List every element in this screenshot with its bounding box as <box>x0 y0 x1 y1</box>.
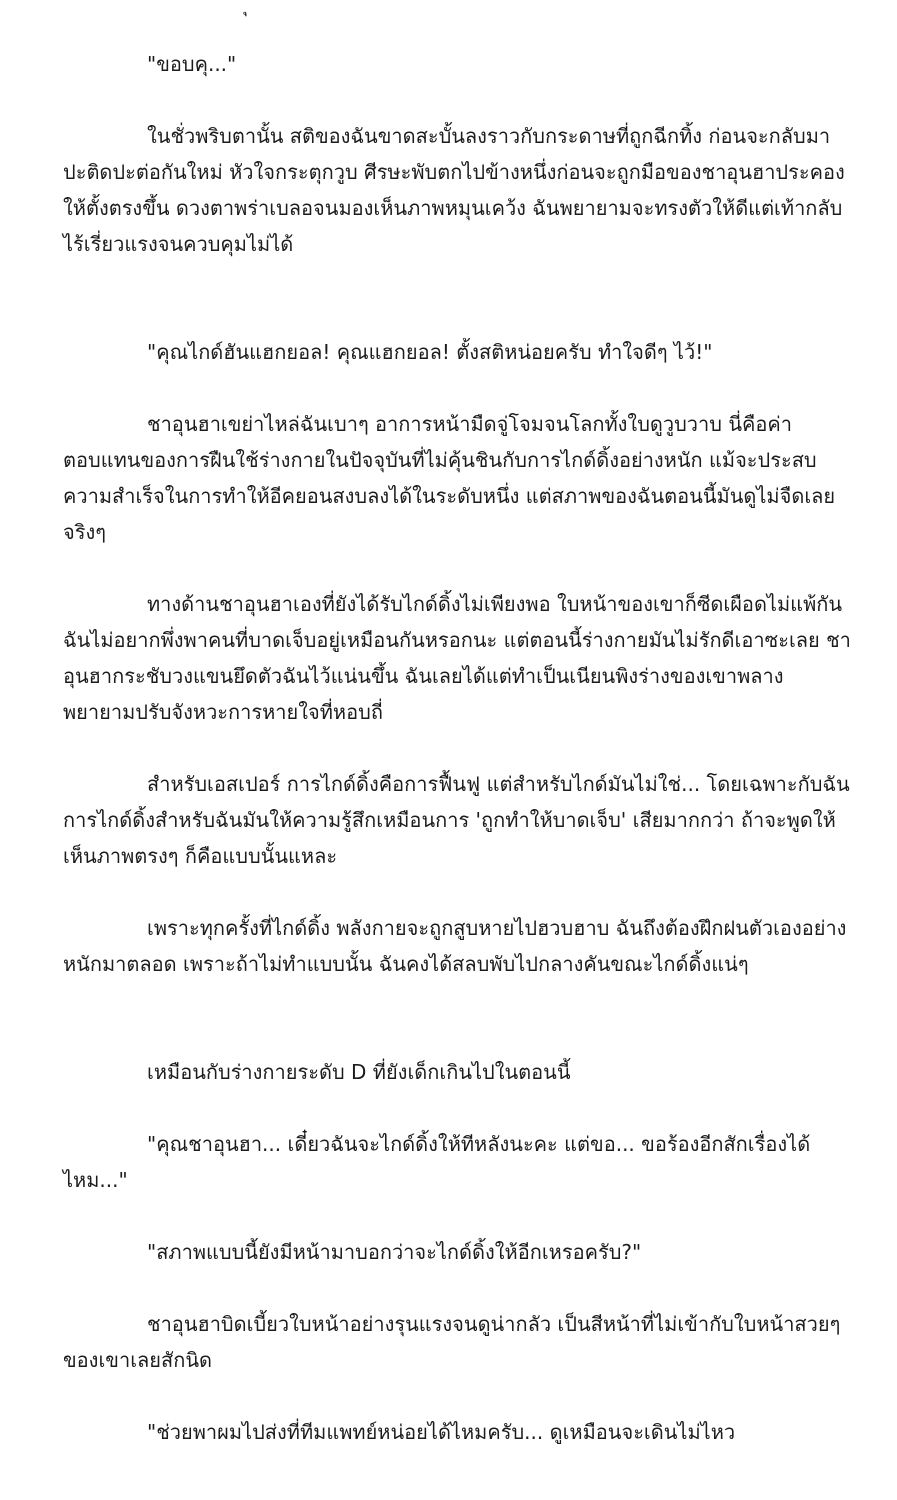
paragraph-8: เหมือนกับร่างกายระดับ D ที่ยังเด็กเกินไปในตอนนี้ <box>147 1060 571 1084</box>
paragraph-4: ชาอุนฮาเขย่าไหล่ฉันเบาๆ อาการหน้ามืดจู่โจมจนโลกทั้งใบดูวูบวาบ นี่คือค่าตอบแทนของการฝืนใช้ร่างกายในปัจจุบันที่ไม่คุ้นชินกับการไกด์ดิ้งอย่างหนัก แม้จะประสบความสำเร็จในการทำให้อีคยอนสงบลงได้ในระดับหนึ่ง แต่สภาพของฉันตอนนี้มันดูไม่จืดเลยจริงๆ <box>63 412 836 544</box>
paragraph-2: ในชั่วพริบตานั้น สติของฉันขาดสะบั้นลงราวกับกระดาษที่ถูกฉีกทิ้ง ก่อนจะกลับมาปะติดปะต่อกันใหม่ หัวใจกระตุกวูบ ศีรษะพับตกไปข้างหนึ่งก่อนจะถูกมือของชาอุนฮาประคองให้ตั้งตรงขึ้น ดวงตาพร่าเบลอจนมองเห็นภาพหมุนเคว้ง ฉันพยายามจะทรงตัวให้ดีแต่เท้ากลับไร้เรี่ยวแรงจนควบคุมไม่ได้ <box>63 124 845 256</box>
paragraph-10: "สภาพแบบนี้ยังมีหน้ามาบอกว่าจะไกด์ดิ้งให้อีกเหรอครับ?" <box>147 1240 642 1264</box>
paragraph-6: สำหรับเอสเปอร์ การไกด์ดิ้งคือการฟื้นฟู แต่สำหรับไกด์มันไม่ใช่... โดยเฉพาะกับฉัน การไกด์ดิ้งสำหรับฉันมันให้ความรู้สึกเหมือนการ 'ถูกทำให้บาดเจ็บ' เสียมากกว่า ถ้าจะพูดให้เห็นภาพตรงๆ ก็คือแบบนั้นแหละ <box>63 772 850 868</box>
paragraph-5: ทางด้านชาอุนฮาเองที่ยังได้รับไกด์ดิ้งไม่เพียงพอ ใบหน้าของเขาก็ซีดเผือดไม่แพ้กัน ฉันไม่อยากพึ่งพาคนที่บาดเจ็บอยู่เหมือนกันหรอกนะ แต่ตอนนี้ร่างกายมันไม่รักดีเอาซะเลย ชาอุนฮากระชับวงแขนยึดตัวฉันไว้แน่นขึ้น ฉันเลยได้แต่ทำเป็นเนียนพิงร่างของเขาพลางพยายามปรับจังหวะการหายใจที่หอบถี่ <box>63 592 851 724</box>
paragraph-9: "คุณชาอุนฮา... เดี๋ยวฉันจะไกด์ดิ้งให้ทีหลังนะคะ แต่ขอ... ขอร้องอีกสักเรื่องได้ไหม..." <box>63 1132 811 1192</box>
paragraph-7: เพราะทุกครั้งที่ไกด์ดิ้ง พลังกายจะถูกสูบหายไปฮวบฮาบ ฉันถึงต้องฝึกฝนตัวเองอย่างหนักมาตลอด เพราะถ้าไม่ทำแบบนั้น ฉันคงได้สลบพับไปกลางคันขณะไกด์ดิ้งแน่ๆ <box>63 916 847 976</box>
paragraph-3: "คุณไกด์ฮันแฮกยอล! คุณแฮกยอล! ตั้งสติหน่อยครับ ทำใจดีๆ ไว้!" <box>147 340 713 364</box>
paragraph-11: ชาอุนฮาบิดเบี้ยวใบหน้าอย่างรุนแรงจนดูน่ากลัว เป็นสีหน้าที่ไม่เข้ากับใบหน้าสวยๆ ของเขาเลยสักนิด <box>63 1312 841 1372</box>
paragraph-12: "ช่วยพาผมไปส่งที่ทีมแพทย์หน่อยได้ไหมครับ... ดูเหมือนจะเดินไม่ไหว <box>147 1420 736 1444</box>
paragraph-1: "ขอบคุ..." <box>147 52 237 76</box>
